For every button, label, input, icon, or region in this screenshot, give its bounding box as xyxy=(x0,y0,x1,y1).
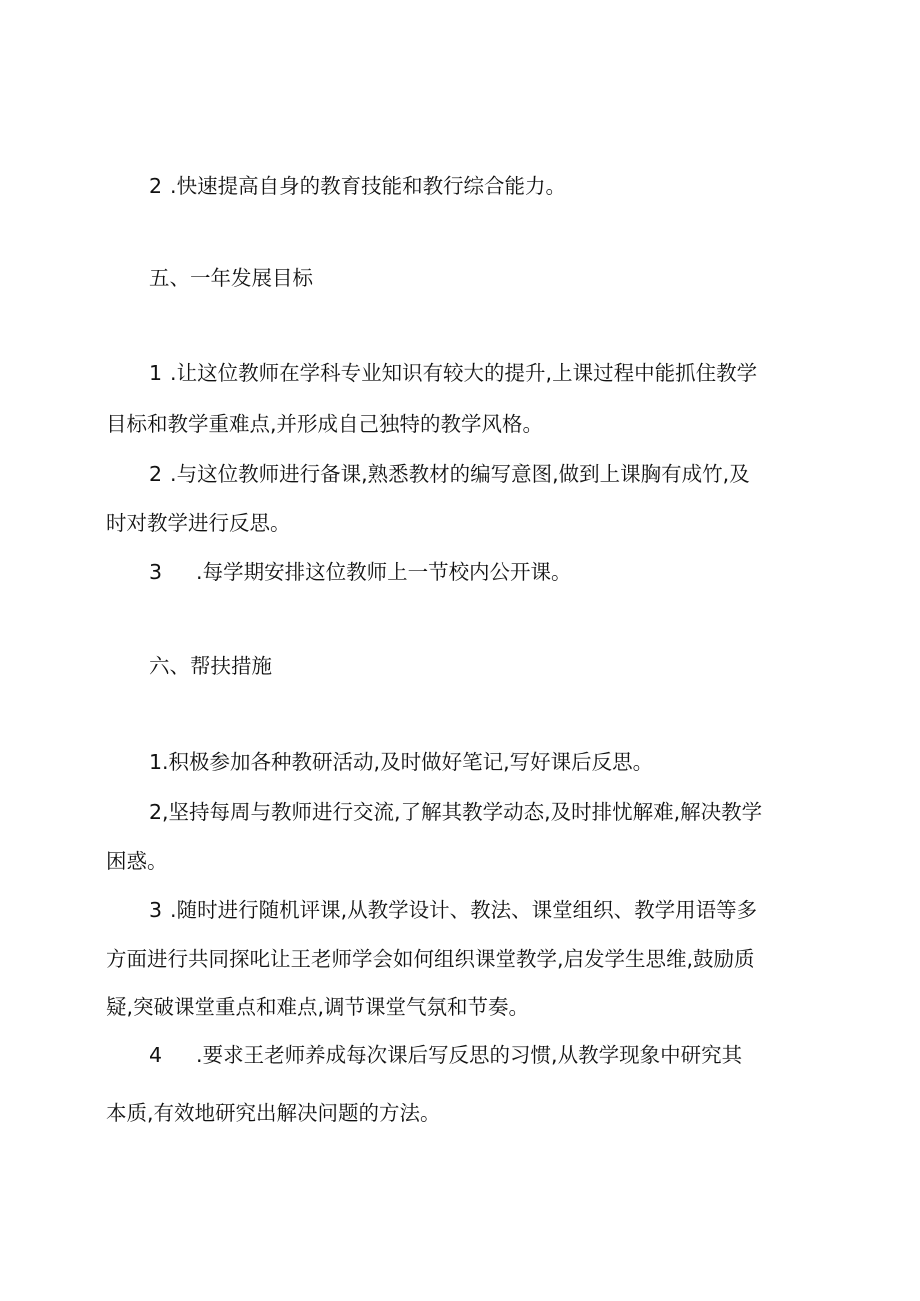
item-2-line xyxy=(149,172,566,200)
measure-3-line-1 xyxy=(149,896,757,924)
goal-2-line-1 xyxy=(149,460,750,488)
measure-1-line: 1.积极参加各种教研活动,及时做好笔记,写好课后反思。 xyxy=(149,750,654,774)
measure-4-line-1 xyxy=(149,1041,742,1069)
goal-1-line-1 xyxy=(149,359,757,387)
goal-1-text: .让这位教师在学科专业知识有较大的提升,上课过程中能抓住教学 xyxy=(170,361,758,385)
measure-3-line-2: 方面进行共同探叱让王老师学会如何组织课堂教学,启发学生思维,鼓励质 xyxy=(106,947,755,971)
measure-4-number: 4 xyxy=(149,1043,163,1067)
measure-4-text: .要求王老师养成每次课后写反思的习惯,从教学现象中研究其 xyxy=(196,1043,743,1067)
measure-3-number: 3 xyxy=(149,898,163,922)
goal-1-number: 1 xyxy=(149,361,163,385)
measure-3-text: .随时进行随机评课,从教学设计、教法、课堂组织、教学用语等多 xyxy=(170,898,758,922)
measure-3-line-3: 疑,突破课堂重点和难点,调节课堂气氛和节奏。 xyxy=(106,995,530,1019)
measure-2-line-2: 困惑。 xyxy=(106,849,168,873)
goal-1-line-2: 目标和教学重难点,并形成自己独特的教学风格。 xyxy=(106,412,544,436)
section-heading-goals: 五、一年发展目标 xyxy=(149,266,313,290)
goal-3-number: 3 xyxy=(149,560,163,584)
measure-2-line-1: 2,坚持每周与教师进行交流,了解其教学动态,及时排忧解难,解决教学 xyxy=(149,800,763,824)
section-heading-measures: 六、帮扶措施 xyxy=(149,654,272,678)
goal-2-line-2: 时对教学进行反思。 xyxy=(106,511,291,535)
measure-4-line-2: 本质,有效地研究出解决问题的方法。 xyxy=(106,1101,441,1125)
goal-3-line xyxy=(149,558,572,586)
item-2-text: .快速提高自身的教育技能和教行综合能力。 xyxy=(170,174,567,198)
goal-2-number: 2 xyxy=(149,462,163,486)
goal-3-text: .每学期安排这位教师上一节校内公开课。 xyxy=(196,560,572,584)
item-2-number: 2 xyxy=(149,174,163,198)
goal-2-text: .与这位教师进行备课,熟悉教材的编写意图,做到上课胸有成竹,及 xyxy=(170,462,750,486)
